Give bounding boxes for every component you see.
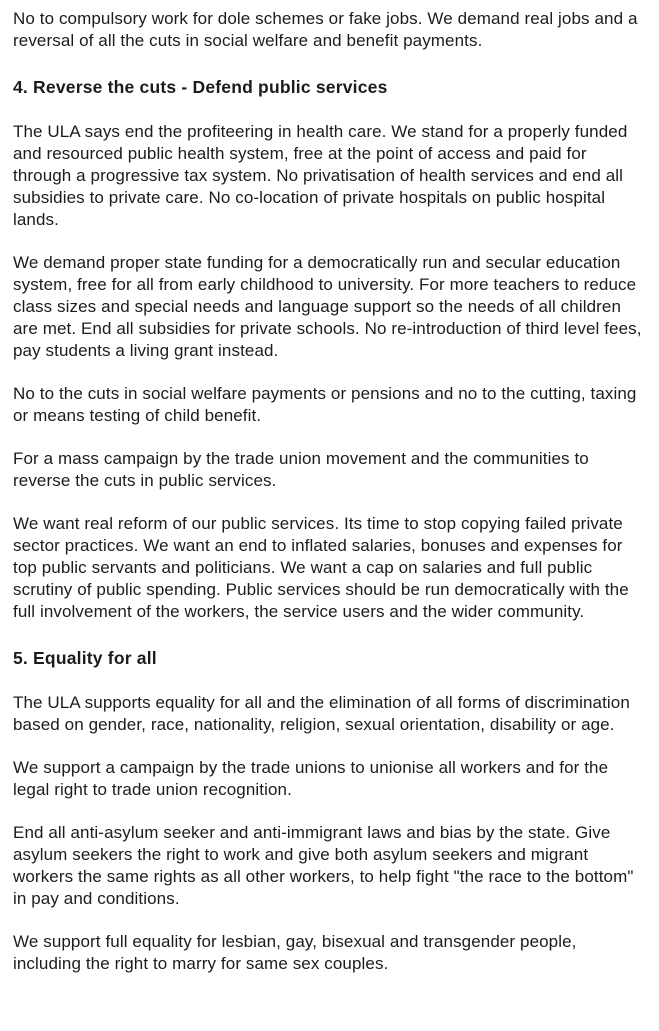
- paragraph-lgbt-equality: We support full equality for lesbian, gay, bisexual and transgender people, including the right to marry for same sex couples.: [13, 932, 577, 973]
- document-body: [13, 8, 645, 975]
- section-heading-equality-for-all: 5. Equality for all: [13, 648, 157, 668]
- paragraph-education: We demand proper state funding for a democratically run and secular education system, free for all from early childhood to university. For more teachers to reduce class sizes and special needs and language support so the needs of all children are met. End all subsidies for private schools. No re-introduction of third level fees, pay students a living grant instead.: [13, 253, 642, 360]
- paragraph-trade-unions: We support a campaign by the trade unions to unionise all workers and for the legal right to trade union recognition.: [13, 758, 609, 799]
- section-heading-reverse-the-cuts: 4. Reverse the cuts - Defend public services: [13, 77, 388, 97]
- paragraph-welfare-cuts: No to the cuts in social welfare payments or pensions and no to the cutting, taxing or means testing of child benefit.: [13, 384, 637, 425]
- paragraph-mass-campaign: For a mass campaign by the trade union movement and the communities to reverse the cuts in public services.: [13, 449, 589, 490]
- paragraph-health-care: The ULA says end the profiteering in health care. We stand for a properly funded and resourced public health system, free at the point of access and paid for through a progressive tax system. No privatisation of health services and end all subsidies to private care. No co-location of private hospitals on public hospital lands.: [13, 122, 628, 229]
- paragraph-discrimination: The ULA supports equality for all and the elimination of all forms of discrimination based on gender, race, nationality, religion, sexual orientation, disability or age.: [13, 693, 630, 734]
- paragraph-public-service-reform: We want real reform of our public services. Its time to stop copying failed private sector practices. We want an end to inflated salaries, bonuses and expenses for top public servants and politicians. We want a cap on salaries and full public scrutiny of public spending. Public services should be run democratically with the full involvement of the workers, the service users and the wider community.: [13, 514, 629, 621]
- intro-paragraph: No to compulsory work for dole schemes or fake jobs. We demand real jobs and a reversal of all the cuts in social welfare and benefit payments.: [13, 9, 638, 50]
- paragraph-asylum-seekers: End all anti-asylum seeker and anti-immigrant laws and bias by the state. Give asylum seekers the right to work and give both asylum seekers and migrant workers the same rights as all other workers, to help fight "the race to the bottom" in pay and conditions.: [13, 823, 634, 908]
